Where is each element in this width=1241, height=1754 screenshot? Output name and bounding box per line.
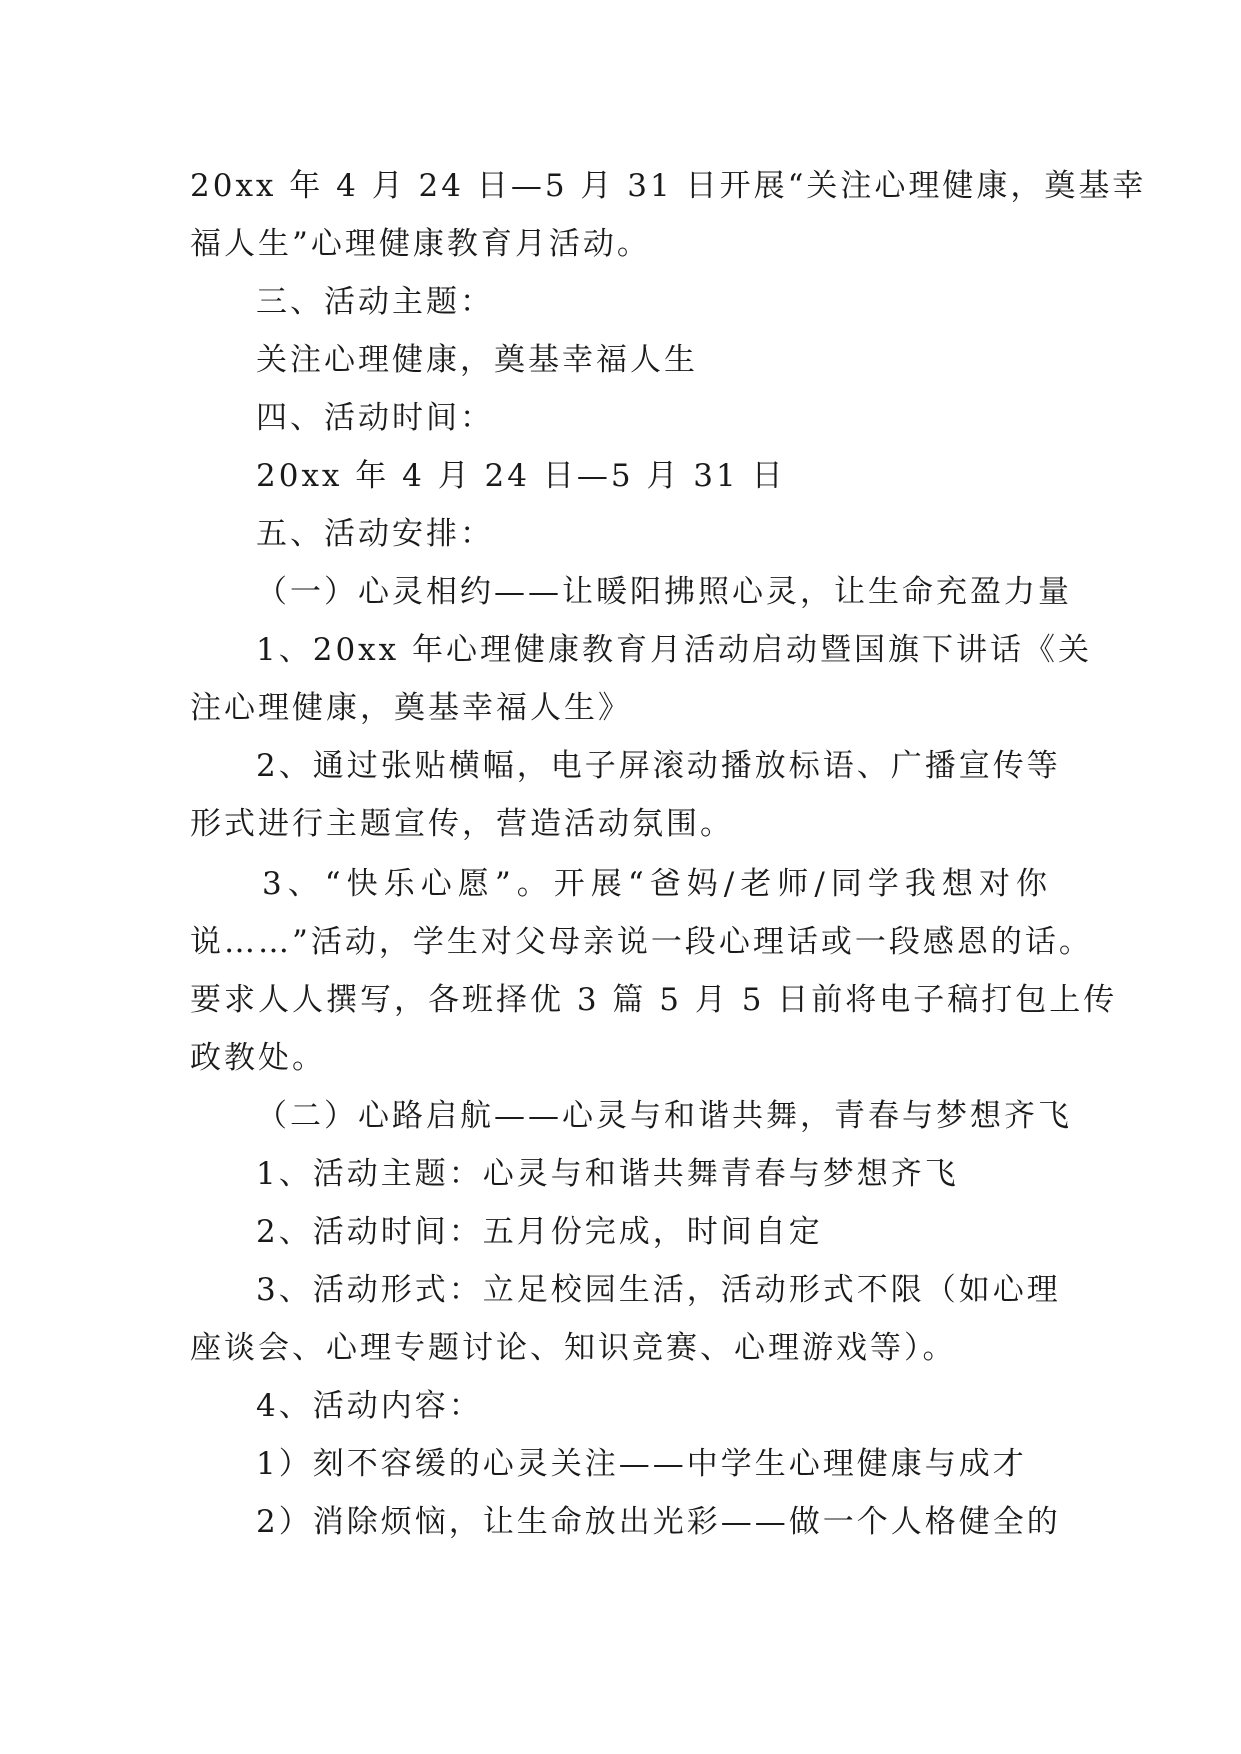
subsection-heading: （一）心灵相约——让暖阳拂照心灵，让生命充盈力量: [256, 574, 1072, 610]
list-item-line: 座谈会、心理专题讨论、知识竞赛、心理游戏等）。: [190, 1330, 957, 1366]
section-heading: 四、活动时间：: [256, 400, 494, 436]
section-heading: 三、活动主题：: [256, 284, 494, 320]
paragraph-line: 20xx 年 4 月 24 日—5 月 31 日: [256, 458, 786, 494]
list-item-line: 要求人人撰写，各班择优 3 篇 5 月 5 日前将电子稿打包上传: [190, 982, 1118, 1018]
list-item-line: 2）消除烦恼，让生命放出光彩——做一个人格健全的: [256, 1504, 1061, 1540]
list-item-line: 1、活动主题：心灵与和谐共舞青春与梦想齐飞: [256, 1156, 959, 1192]
section-heading: 五、活动安排：: [256, 516, 494, 552]
subsection-heading: （二）心路启航——心灵与和谐共舞，青春与梦想齐飞: [256, 1098, 1072, 1134]
paragraph-line: 20xx 年 4 月 24 日—5 月 31 日开展“关注心理健康，奠基幸: [190, 168, 1147, 204]
paragraph-line: 关注心理健康，奠基幸福人生: [256, 342, 698, 378]
paragraph-line: 福人生”心理健康教育月活动。: [190, 226, 651, 262]
list-item-line: 政教处。: [190, 1040, 326, 1076]
list-item-line: 注心理健康，奠基幸福人生》: [190, 690, 632, 726]
list-item-line: 3、活动形式：立足校园生活，活动形式不限（如心理: [256, 1272, 1061, 1308]
list-item-line: 2、活动时间：五月份完成，时间自定: [256, 1214, 823, 1250]
list-item-line: 3、“快乐心愿”。开展“爸妈/老师/同学我想对你: [262, 866, 1050, 902]
list-item-line: 1）刻不容缓的心灵关注——中学生心理健康与成才: [256, 1446, 1027, 1482]
list-item-line: 4、活动内容：: [256, 1388, 483, 1424]
list-item-line: 形式进行主题宣传，营造活动氛围。: [190, 806, 734, 842]
list-item-line: 1、20xx 年心理健康教育月活动启动暨国旗下讲话《关: [256, 632, 1092, 668]
list-item-line: 说……”活动，学生对父母亲说一段心理话或一段感恩的话。: [190, 924, 1093, 960]
list-item-line: 2、通过张贴横幅，电子屏滚动播放标语、广播宣传等: [256, 748, 1061, 784]
